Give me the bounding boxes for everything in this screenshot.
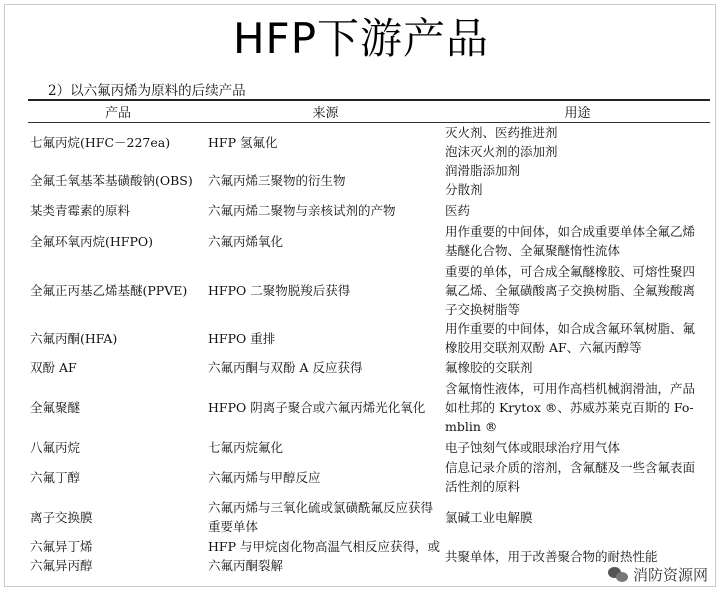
use-cell-line: 重要的单体，可合成全氟醚橡胶、可熔性聚四 — [445, 263, 696, 279]
use-cell-line: 用作重要的中间体，如合成重要单体全氟乙烯 — [445, 224, 696, 239]
use-cell — [443, 508, 710, 527]
use-cell-line: 橡胶用交联剂双酚 AF、六氟丙醇等 — [445, 340, 642, 355]
use-cell-line: 氟乙烯、全氟磺酸离子交换树脂、全氟羧酸离 — [445, 282, 696, 298]
table-row — [28, 357, 710, 377]
header-use: 用途 — [564, 106, 591, 121]
product-cell — [28, 537, 206, 575]
source-cell: HFPO 阴离子聚合或六氟丙烯光化氧化 — [208, 399, 426, 415]
table-row — [28, 377, 710, 437]
use-cell-line: mblin ® — [445, 418, 498, 434]
table-row — [28, 457, 710, 497]
product-cell: 全氟聚醚 — [30, 399, 81, 415]
source-cell: 六氟丙烯与甲醇反应 — [208, 469, 321, 485]
use-cell-line: 活性剂的原料 — [445, 479, 521, 494]
source-cell-line: HFP 与甲烷卤化物高温气相反应获得，或 — [208, 539, 440, 554]
use-cell — [443, 123, 710, 161]
use-cell-line: 电子蚀刻气体或眼球治疗用气体 — [445, 439, 621, 455]
use-cell-line: 基醚化合物、全氟聚醚惰性流体 — [445, 243, 621, 258]
source-cell-line: 重要单体 — [208, 519, 259, 534]
product-cell: 八氟丙烷 — [30, 439, 81, 455]
source-cell — [206, 498, 443, 536]
table-row — [28, 497, 710, 537]
product-cell: 六氟丙酮(HFA) — [30, 330, 118, 346]
use-cell-line: 如杜邦的 Krytox ®、苏威苏莱克百斯的 Fo- — [445, 399, 694, 415]
product-cell: 全氟环氧丙烷(HFPO) — [30, 233, 153, 249]
use-cell-line: 子交换树脂等 — [445, 301, 521, 317]
use-cell-line: 含氟惰性液体，可用作高档机械润滑油，产品 — [445, 380, 696, 396]
product-cell: 全氟正丙基乙烯基醚(PPVE) — [30, 282, 188, 298]
table-row — [28, 437, 710, 457]
products-table — [28, 99, 710, 575]
use-cell — [443, 438, 710, 457]
use-cell — [443, 458, 710, 496]
watermark — [608, 564, 708, 585]
source-cell: HFPO 二聚物脱羧后获得 — [208, 282, 351, 298]
product-cell-line: 六氟异丙醇 — [30, 558, 93, 573]
table-row — [28, 161, 710, 199]
table-row — [28, 319, 710, 357]
product-cell: 七氟丙烷(HFC－227ea) — [30, 134, 171, 150]
use-cell-line: 分散剂 — [445, 182, 483, 197]
use-cell-line: 氟橡胶的交联剂 — [445, 359, 533, 375]
source-cell-line: 六氟丙酮裂解 — [208, 558, 284, 573]
use-cell-line: 用作重要的中间体，如合成含氟环氧树脂、氟 — [445, 321, 696, 336]
source-cell: 六氟丙烯三聚物的衍生物 — [208, 172, 346, 188]
use-cell-line: 灭火剂、医药推进剂 — [445, 125, 558, 140]
source-cell: 七氟丙烷氟化 — [208, 439, 284, 455]
product-cell: 某类青霉素的原料 — [30, 202, 131, 218]
table-row — [28, 199, 710, 221]
use-cell — [443, 201, 710, 220]
page-title: HFP下游产品 — [232, 14, 490, 63]
use-cell — [443, 358, 710, 377]
table-caption: 2）以六氟丙烯为原料的后续产品 — [48, 83, 246, 99]
header-source: 来源 — [312, 106, 339, 121]
table-header — [28, 101, 710, 122]
use-cell — [443, 222, 710, 260]
use-cell — [443, 547, 710, 566]
table-body — [28, 123, 710, 575]
table-row — [28, 123, 710, 161]
product-cell: 双酚 AF — [30, 359, 77, 375]
watermark-text: 消防资源网 — [632, 566, 708, 584]
use-cell-line: 润滑脂添加剂 — [445, 163, 521, 178]
source-cell-line: 六氟丙烯与三氧化硫或氯磺酰氟反应获得 — [208, 500, 434, 515]
use-cell — [443, 319, 710, 357]
header-product: 产品 — [104, 106, 131, 121]
use-cell-line: 共聚单体，用于改善聚合物的耐热性能 — [445, 548, 658, 564]
product-cell: 六氟丁醇 — [30, 469, 81, 485]
table-row — [28, 261, 710, 319]
use-cell-line: 医药 — [445, 202, 471, 218]
product-cell: 全氟壬氧基苯基磺酸钠(OBS) — [30, 172, 193, 188]
use-cell-line: 泡沫灭火剂的添加剂 — [445, 144, 558, 159]
product-cell: 离子交换膜 — [30, 509, 93, 525]
source-cell — [206, 537, 443, 575]
product-cell-line: 六氟异丁烯 — [30, 539, 93, 554]
use-cell-line: 信息记录介质的溶剂，含氟醚及一些含氟表面 — [445, 460, 696, 475]
use-cell — [443, 379, 710, 436]
use-cell — [443, 161, 710, 199]
source-cell: 六氟丙烯二聚物与亲核试剂的产物 — [208, 202, 396, 218]
source-cell: 六氟丙烯氧化 — [208, 233, 284, 249]
table-row — [28, 221, 710, 261]
wechat-icon — [608, 567, 628, 583]
source-cell: HFPO 重排 — [208, 330, 276, 346]
source-cell: 六氟丙酮与双酚 A 反应获得 — [208, 359, 363, 375]
source-cell: HFP 氢氟化 — [208, 134, 278, 150]
use-cell-line: 氯碱工业电解膜 — [445, 509, 533, 525]
use-cell — [443, 262, 710, 319]
